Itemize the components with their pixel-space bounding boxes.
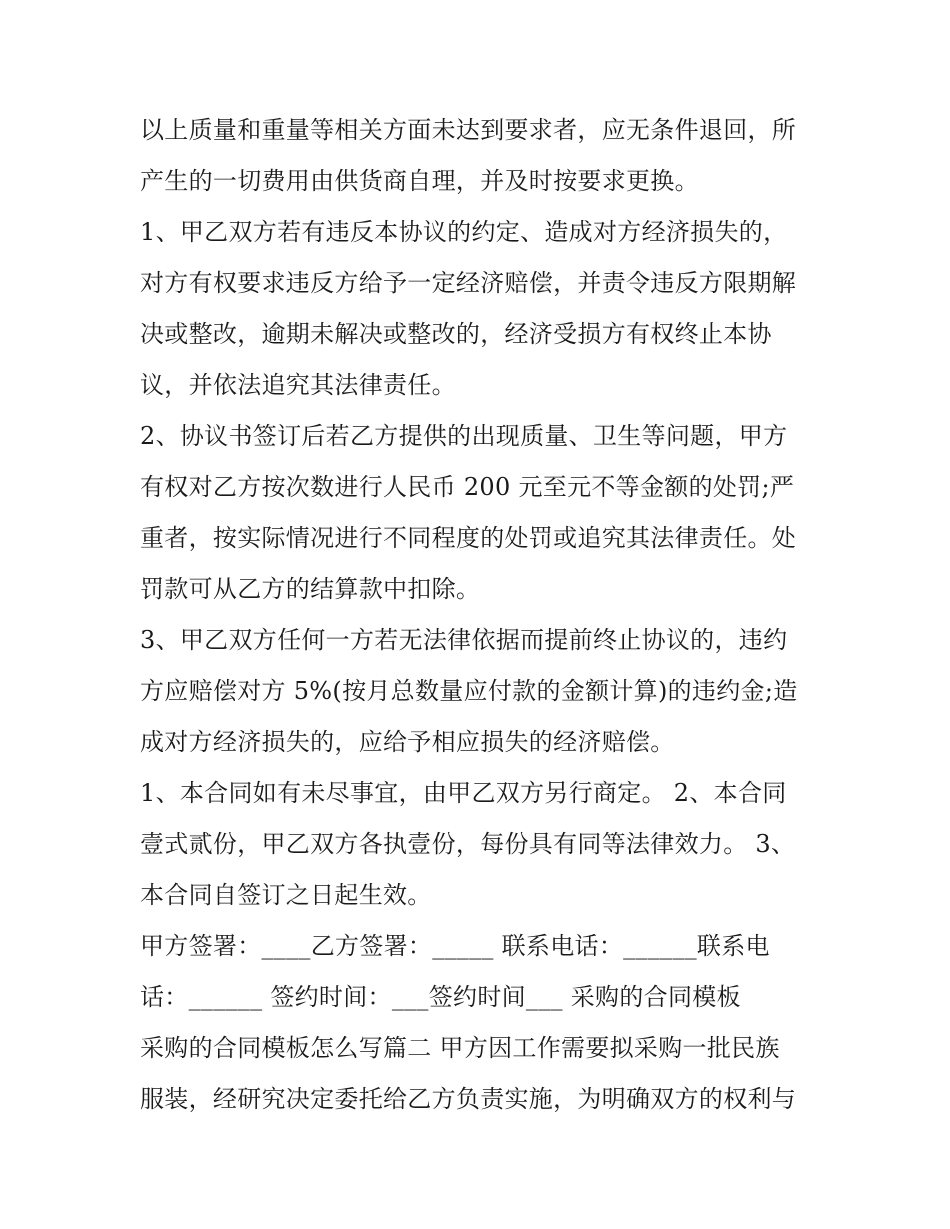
text-line: 对方有权要求违反方给予一定经济赔偿，并责令违反方限期解 xyxy=(140,269,797,297)
text-line: 话：______ 签约时间：___签约时间___ 采购的合同模板 xyxy=(140,983,741,1011)
text-line: 3、甲乙双方任何一方若无法律依据而提前终止协议的，违约 xyxy=(140,626,788,654)
text-line: 重者，按实际情况进行不同程度的处罚或追究其法律责任。处 xyxy=(140,524,797,552)
text-line: 服装，经研究决定委托给乙方负责实施，为明确双方的权利与 xyxy=(140,1085,797,1113)
text-line: 产生的一切费用由供货商自理，并及时按要求更换。 xyxy=(140,167,699,195)
text-line: 1、甲乙双方若有违反本协议的约定、造成对方经济损失的， xyxy=(140,218,788,246)
text-line: 方应赔偿对方 5%(按月总数量应付款的金额计算)的违约金;造 xyxy=(140,677,798,705)
text-line: 以上质量和重量等相关方面未达到要求者，应无条件退回，所 xyxy=(140,116,797,144)
text-line: 1、本合同如有未尽事宜，由甲乙双方另行商定。 2、本合同 xyxy=(140,779,787,807)
text-line: 甲方签署：____乙方签署：_____ 联系电话：______联系电 xyxy=(140,932,770,960)
text-line: 决或整改，逾期未解决或整改的，经济受损方有权终止本协 xyxy=(140,320,772,348)
text-line: 议，并依法追究其法律责任。 xyxy=(140,371,456,399)
text-line: 壹式贰份，甲乙双方各执壹份，每份具有同等法律效力。 3、 xyxy=(140,830,796,858)
text-line: 成对方经济损失的，应给予相应损失的经济赔偿。 xyxy=(140,728,675,756)
text-line: 本合同自签订之日起生效。 xyxy=(140,881,432,909)
text-line: 罚款可从乙方的结算款中扣除。 xyxy=(140,575,481,603)
text-line: 有权对乙方按次数进行人民币 200 元至元不等金额的处罚;严 xyxy=(140,473,795,501)
text-line: 2、协议书签订后若乙方提供的出现质量、卫生等问题，甲方 xyxy=(140,422,788,450)
text-line: 采购的合同模板怎么写篇二 甲方因工作需要拟采购一批民族 xyxy=(140,1034,780,1062)
